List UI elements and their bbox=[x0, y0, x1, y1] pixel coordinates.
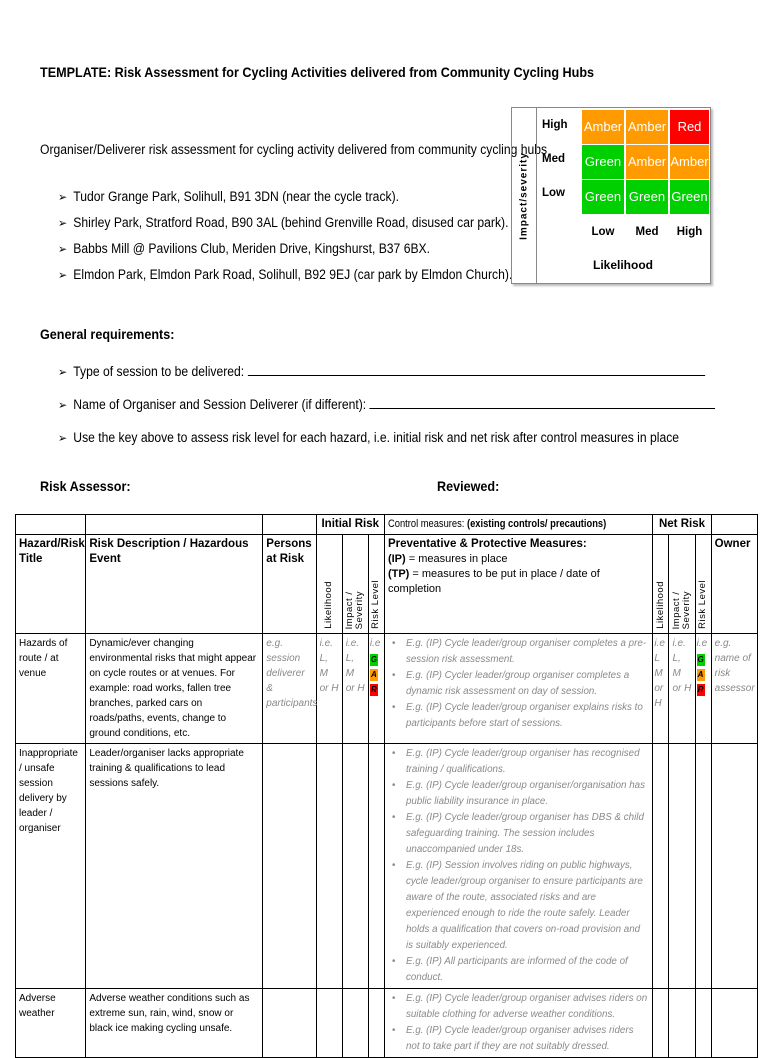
persons-at-risk-header: Persons at Risk bbox=[263, 535, 316, 634]
net-impact-cell[interactable] bbox=[669, 744, 695, 989]
net-risk-level-cell[interactable] bbox=[695, 989, 711, 1058]
matrix-row-label: High bbox=[542, 119, 568, 131]
control-measures-cell[interactable] bbox=[384, 989, 652, 1058]
intro-text: Organiser/Deliverer risk assessment for cycling activity delivered from community cycling hubs bbox=[40, 142, 548, 157]
net-impact-severity-header: Impact / Severity bbox=[669, 535, 695, 634]
hazard-title-header: Hazard/Risk Title bbox=[16, 535, 86, 634]
risk-assessment-table bbox=[15, 514, 758, 1058]
initial-risk-header: Initial Risk bbox=[316, 515, 384, 535]
list-item: • E.g. (IP) Cycle leader/group organiser advises riders not to take part if they are not suitably dressed. bbox=[406, 1023, 649, 1055]
persons-at-risk-cell[interactable] bbox=[263, 989, 316, 1058]
matrix-col-label: High bbox=[676, 226, 703, 238]
list-item: • E.g. (IP) Cycle leader/group organiser advises riders on suitable clothing for adverse weather conditions. bbox=[406, 991, 649, 1023]
page-title: TEMPLATE: Risk Assessment for Cycling Activities delivered from Community Cycling Hubs bbox=[40, 64, 595, 80]
control-measures-cell[interactable] bbox=[384, 744, 652, 989]
impact-cell[interactable] bbox=[342, 744, 368, 989]
matrix-likelihood-label: Likelihood bbox=[593, 258, 653, 272]
reviewed-label: Reviewed: bbox=[437, 478, 500, 494]
net-likelihood-cell[interactable] bbox=[653, 744, 669, 989]
matrix-cell: Green bbox=[582, 180, 624, 214]
matrix-row-label: Med bbox=[542, 153, 565, 165]
matrix-axis-label: Impact/severity bbox=[512, 108, 537, 283]
risk-level-cell[interactable] bbox=[368, 989, 384, 1058]
net-likelihood-cell[interactable] bbox=[653, 989, 669, 1058]
control-measures-cell[interactable] bbox=[384, 634, 652, 744]
hazard-title-cell[interactable]: Hazards of route / at venue bbox=[16, 634, 86, 744]
persons-at-risk-cell[interactable] bbox=[263, 744, 316, 989]
preventative-measures-header: Preventative & Protective Measures: (IP) = measures in place (TP) = measures to be put in place / date of completion bbox=[384, 535, 652, 634]
risk-level-cell[interactable] bbox=[368, 744, 384, 989]
risk-description-cell[interactable]: Adverse weather conditions such as extreme sun, rain, wind, snow or black ice making cycling unsafe. bbox=[86, 989, 263, 1058]
net-impact-cell[interactable]: i.e. L, M or H bbox=[669, 634, 695, 744]
list-item: ➢ Babbs Mill @ Pavilions Club, Meriden Drive, Kingshurst, B37 6BX. bbox=[58, 236, 512, 262]
likelihood-header: Likelihood bbox=[316, 535, 342, 634]
matrix-cell: Amber bbox=[626, 110, 668, 144]
risk-matrix-key bbox=[511, 107, 711, 284]
arrow-bullet-icon: ➢ bbox=[58, 242, 68, 256]
list-item: • E.g. (IP) All participants are informed of the code of conduct. bbox=[406, 954, 649, 986]
table-row bbox=[16, 744, 758, 989]
risk-level-header: Risk Level bbox=[368, 535, 384, 634]
matrix-cell: Green bbox=[670, 180, 709, 214]
list-item: ➢ Name of Organiser and Session Deliverer (if different): bbox=[58, 393, 715, 426]
risk-level-red: R bbox=[370, 685, 377, 694]
matrix-cell: Green bbox=[582, 145, 624, 179]
net-risk-header: Net Risk bbox=[653, 515, 711, 535]
matrix-col-label: Low bbox=[591, 226, 615, 238]
general-requirements-heading: General requirements: bbox=[40, 326, 175, 342]
risk-description-cell[interactable]: Leader/organiser lacks appropriate training & qualifications to lead sessions safely. bbox=[86, 744, 263, 989]
arrow-bullet-icon: ➢ bbox=[58, 431, 68, 445]
risk-level-amber: A bbox=[370, 670, 377, 679]
fill-in-line[interactable] bbox=[370, 394, 716, 409]
impact-severity-header: Impact / Severity bbox=[342, 535, 368, 634]
list-item: • E.g. (IP) Cycle leader/group organiser completes a pre-session risk assessment. bbox=[406, 636, 649, 668]
list-item: ➢ Use the key above to assess risk level for each hazard, i.e. initial risk and net risk after control measures in place bbox=[58, 426, 715, 459]
list-item: ➢ Tudor Grange Park, Solihull, B91 3DN (near the cycle track). bbox=[58, 184, 512, 210]
risk-description-header: Risk Description / Hazardous Event bbox=[86, 535, 263, 634]
likelihood-cell[interactable]: i.e. L, M or H bbox=[316, 634, 342, 744]
net-risk-level-cell[interactable] bbox=[695, 744, 711, 989]
impact-cell[interactable] bbox=[342, 989, 368, 1058]
net-risk-level-cell[interactable]: i.e G A R bbox=[695, 634, 711, 744]
persons-at-risk-cell[interactable]: e.g. session deliverer & participants bbox=[263, 634, 316, 744]
table-row bbox=[16, 989, 758, 1058]
risk-level-red: R bbox=[697, 685, 704, 694]
matrix-col-label: Med bbox=[635, 226, 659, 238]
risk-description-cell[interactable]: Dynamic/ever changing environmental risks that might appear on cycle routes or at venues. For example: road works, fallen tree branches, parked cars on roads/paths, events, change to ground conditions, etc. bbox=[86, 634, 263, 744]
likelihood-cell[interactable] bbox=[316, 989, 342, 1058]
arrow-bullet-icon: ➢ bbox=[58, 398, 68, 412]
list-item: • E.g. (IP) Cycle leader/group organiser/organisation has public liability insurance in place. bbox=[406, 778, 649, 810]
list-item: • E.g. (IP) Cycle leader/group organiser explains risks to participants before start of sessions. bbox=[406, 700, 649, 732]
owner-header: Owner bbox=[711, 535, 757, 634]
risk-level-amber: A bbox=[697, 670, 704, 679]
list-item: • E.g. (IP) Session involves riding on public highways, cycle leader/group organiser to ensure participants are aware of the route, associated risks and are experienced enough to ride the route safely. Leader holds a qualification that covers on-road provision and is suitably experienced. bbox=[406, 858, 649, 954]
list-item: • E.g. (IP) Cycle leader/group organiser has DBS & child safeguarding training. The session includes unaccompanied under 18s. bbox=[406, 810, 649, 858]
list-item: • E.g. (IP) Cycler leader/group organiser completes a dynamic risk assessment on day of session. bbox=[406, 668, 649, 700]
net-likelihood-header: Likelihood bbox=[653, 535, 669, 634]
matrix-cell: Green bbox=[626, 180, 668, 214]
arrow-bullet-icon: ➢ bbox=[58, 190, 68, 204]
net-likelihood-cell[interactable]: i.e L M or H bbox=[653, 634, 669, 744]
list-item: • E.g. (IP) Cycle leader/group organiser has recognised training / qualifications. bbox=[406, 746, 649, 778]
general-requirements-list bbox=[58, 360, 770, 459]
arrow-bullet-icon: ➢ bbox=[58, 216, 68, 230]
hazard-title-cell[interactable]: Adverse weather bbox=[16, 989, 86, 1058]
arrow-bullet-icon: ➢ bbox=[58, 268, 68, 282]
control-measures-header: Control measures: (existing controls/ precautions) bbox=[384, 515, 652, 535]
venue-list bbox=[58, 184, 563, 288]
owner-cell[interactable] bbox=[711, 744, 757, 989]
owner-cell[interactable]: e.g. name of risk assessor bbox=[711, 634, 757, 744]
matrix-cell: Amber bbox=[582, 110, 624, 144]
list-item: ➢ Elmdon Park, Elmdon Park Road, Solihull, B92 9EJ (car park by Elmdon Church). bbox=[58, 262, 512, 288]
list-item: ➢ Shirley Park, Stratford Road, B90 3AL (behind Grenville Road, disused car park). bbox=[58, 210, 512, 236]
list-item: ➢ Type of session to be delivered: bbox=[58, 360, 715, 393]
likelihood-cell[interactable] bbox=[316, 744, 342, 989]
net-impact-cell[interactable] bbox=[669, 989, 695, 1058]
owner-cell[interactable] bbox=[711, 989, 757, 1058]
net-risk-level-header: Risk Level bbox=[695, 535, 711, 634]
table-row bbox=[16, 634, 758, 744]
matrix-cell: Red bbox=[670, 110, 709, 144]
matrix-row-label: Low bbox=[542, 187, 565, 199]
matrix-cell: Amber bbox=[670, 145, 709, 179]
hazard-title-cell[interactable]: Inappropriate / unsafe session delivery by leader / organiser bbox=[16, 744, 86, 989]
risk-level-cell[interactable]: i.e G A R bbox=[368, 634, 384, 744]
risk-assessor-label: Risk Assessor: bbox=[40, 478, 131, 494]
fill-in-line[interactable] bbox=[248, 361, 705, 376]
risk-level-green: G bbox=[370, 655, 377, 664]
impact-cell[interactable]: i.e. L, M or H bbox=[342, 634, 368, 744]
matrix-cell: Amber bbox=[626, 145, 668, 179]
risk-level-green: G bbox=[697, 655, 704, 664]
arrow-bullet-icon: ➢ bbox=[58, 365, 68, 379]
